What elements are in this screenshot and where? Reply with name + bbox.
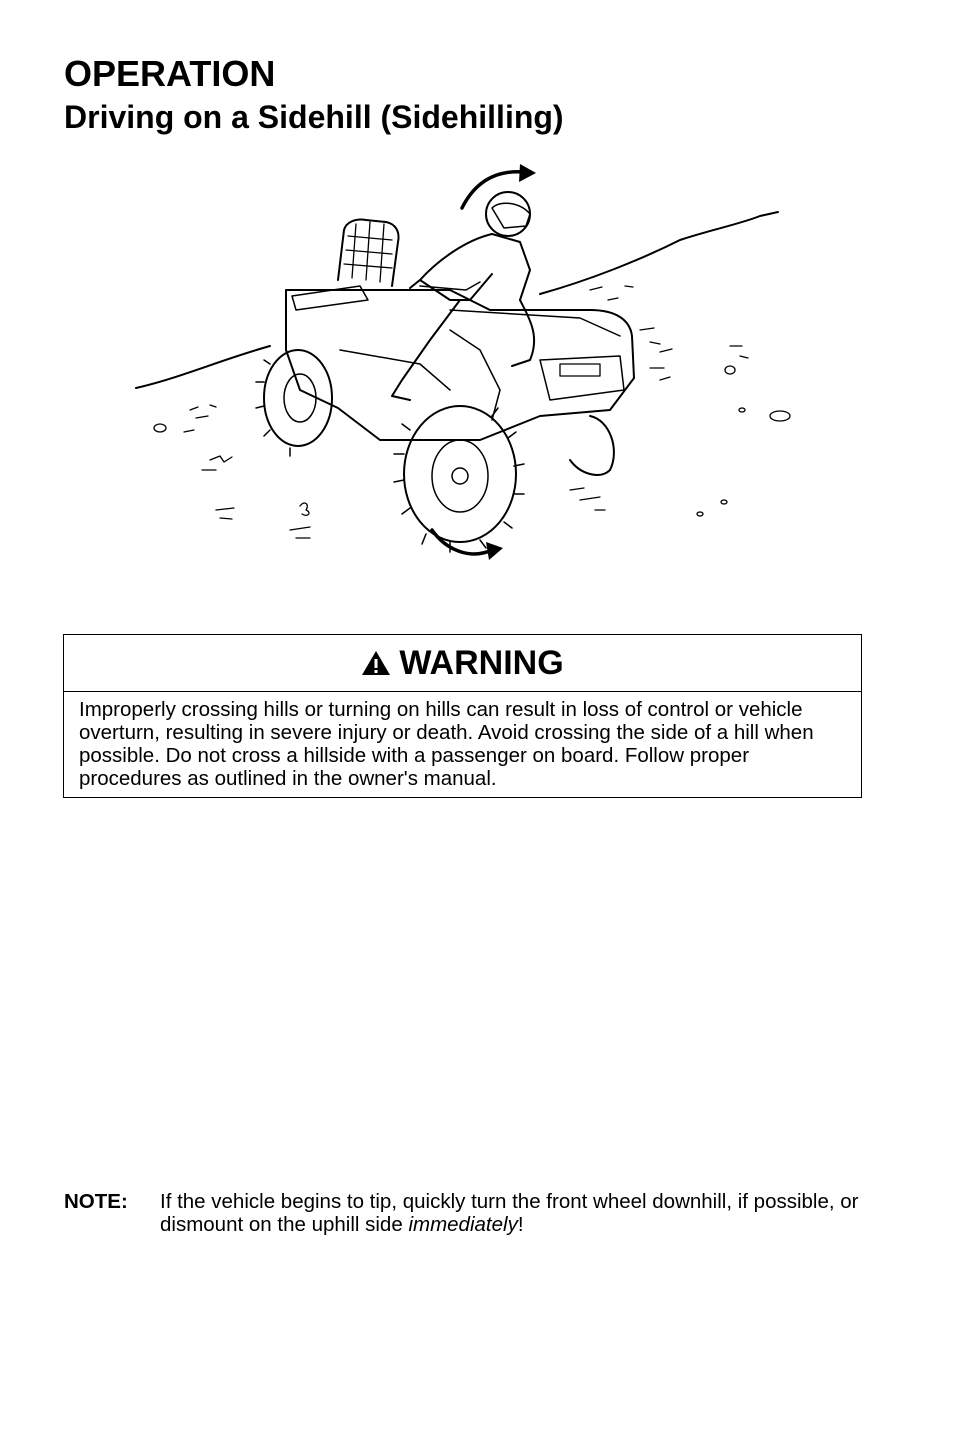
note-text	[160, 1190, 864, 1236]
warning-box	[63, 634, 862, 798]
section-title: OPERATION	[64, 53, 276, 94]
note-end: !	[517, 1213, 524, 1236]
atv-sidehill-illustration	[120, 150, 820, 580]
note-emphasis: immediately	[408, 1213, 518, 1236]
note-body: If the vehicle begins to tip, quickly turn the front wheel downhill, if possible, or dismount on the uphill side	[160, 1190, 859, 1236]
page-heading: Driving on a Sidehill (Sidehilling)	[64, 99, 564, 135]
atv-body	[286, 286, 634, 440]
far-front-wheel	[570, 416, 614, 475]
rear-wheel	[256, 350, 332, 456]
rider-helmet	[486, 192, 530, 236]
hillside-line	[136, 346, 270, 388]
warning-triangle-icon	[361, 650, 391, 676]
upper-rotation-arrow	[462, 172, 524, 208]
warning-header	[64, 635, 861, 692]
note-label: NOTE:	[64, 1190, 128, 1213]
warning-text: Improperly crossing hills or turning on hills can result in loss of control or vehicle overturn, resulting in severe injury or death. Avoid crossing the side of a hill when possible. Do not cross a hillside with a passenger on board. Follow proper procedures as outlined in the owner's manual.	[79, 698, 814, 790]
ground-marks	[154, 286, 790, 538]
warning-title: WARNING	[399, 644, 564, 682]
note-block	[64, 1190, 864, 1236]
passenger-backrest	[338, 219, 399, 286]
front-wheel	[394, 406, 524, 552]
